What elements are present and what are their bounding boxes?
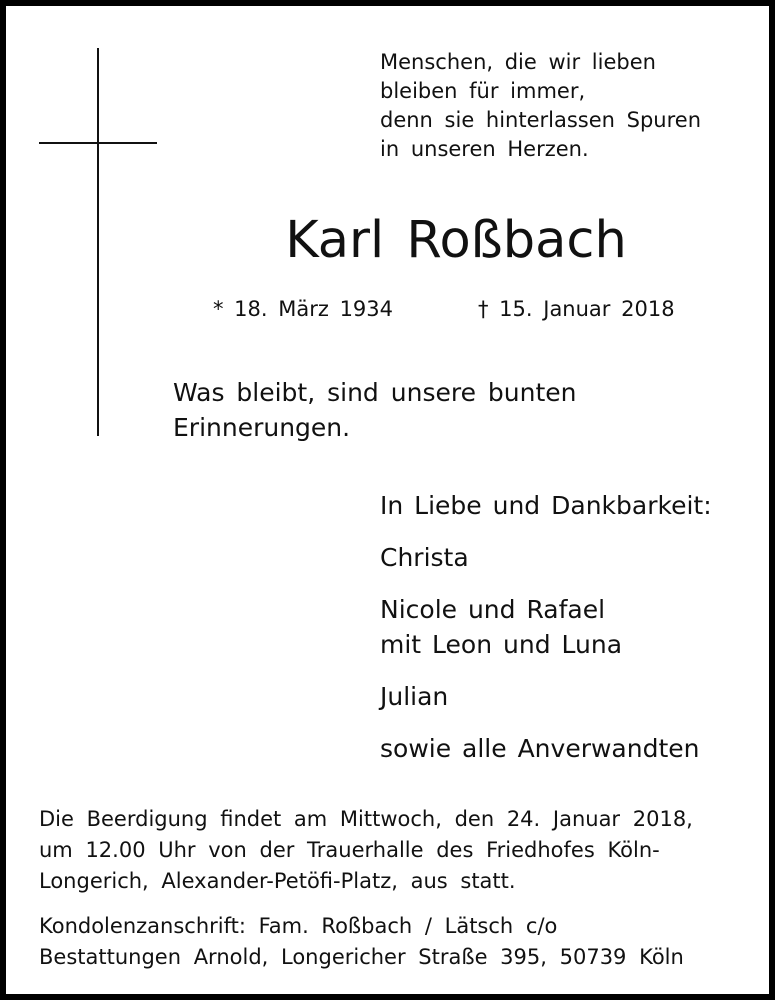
condolence-line: Kondolenzanschrift: Fam. Roßbach / Lätsch c/o [39,914,558,938]
condolence-line: Bestattungen Arnold, Longericher Straße 395, 50739 Köln [39,945,684,969]
poem [380,48,701,164]
funeral-line: um 12.00 Uhr von der Trauerhalle des Friedhofes Köln- [39,838,660,862]
condolence-address [39,911,684,973]
funeral-info [39,804,693,897]
mourner-group [380,540,712,575]
cross-icon-bar [39,142,157,144]
mourner-group [380,592,712,662]
mourner-group [380,679,712,714]
quote-line: Erinnerungen. [173,413,351,442]
deceased-name: Karl Roßbach [285,211,627,270]
poem-line: denn sie hinterlassen Spuren [380,108,702,132]
funeral-line: Longerich, Alexander-Petöfi-Platz, aus statt. [39,869,516,893]
poem-line: Menschen, die wir lieben [380,50,656,74]
mourner-name: Nicole und Rafael [380,595,606,624]
birth-date: * 18. März 1934 [213,297,394,321]
mourners-list [380,488,712,783]
mourner-name: mit Leon und Luna [380,630,623,659]
mourner-name: Julian [380,682,449,711]
quote-line: Was bleibt, sind unsere bunten [173,378,577,407]
mourners-intro: In Liebe und Dankbarkeit: [380,491,712,520]
poem-line: bleiben für immer, [380,79,586,103]
poem-line: in unseren Herzen. [380,137,589,161]
memorial-quote [173,375,577,445]
mourner-name: sowie alle Anverwandten [380,734,700,763]
funeral-line: Die Beerdigung findet am Mittwoch, den 24. Januar 2018, [39,807,693,831]
mourner-group [380,731,712,766]
death-date: † 15. Januar 2018 [478,297,675,321]
mourner-name: Christa [380,543,469,572]
